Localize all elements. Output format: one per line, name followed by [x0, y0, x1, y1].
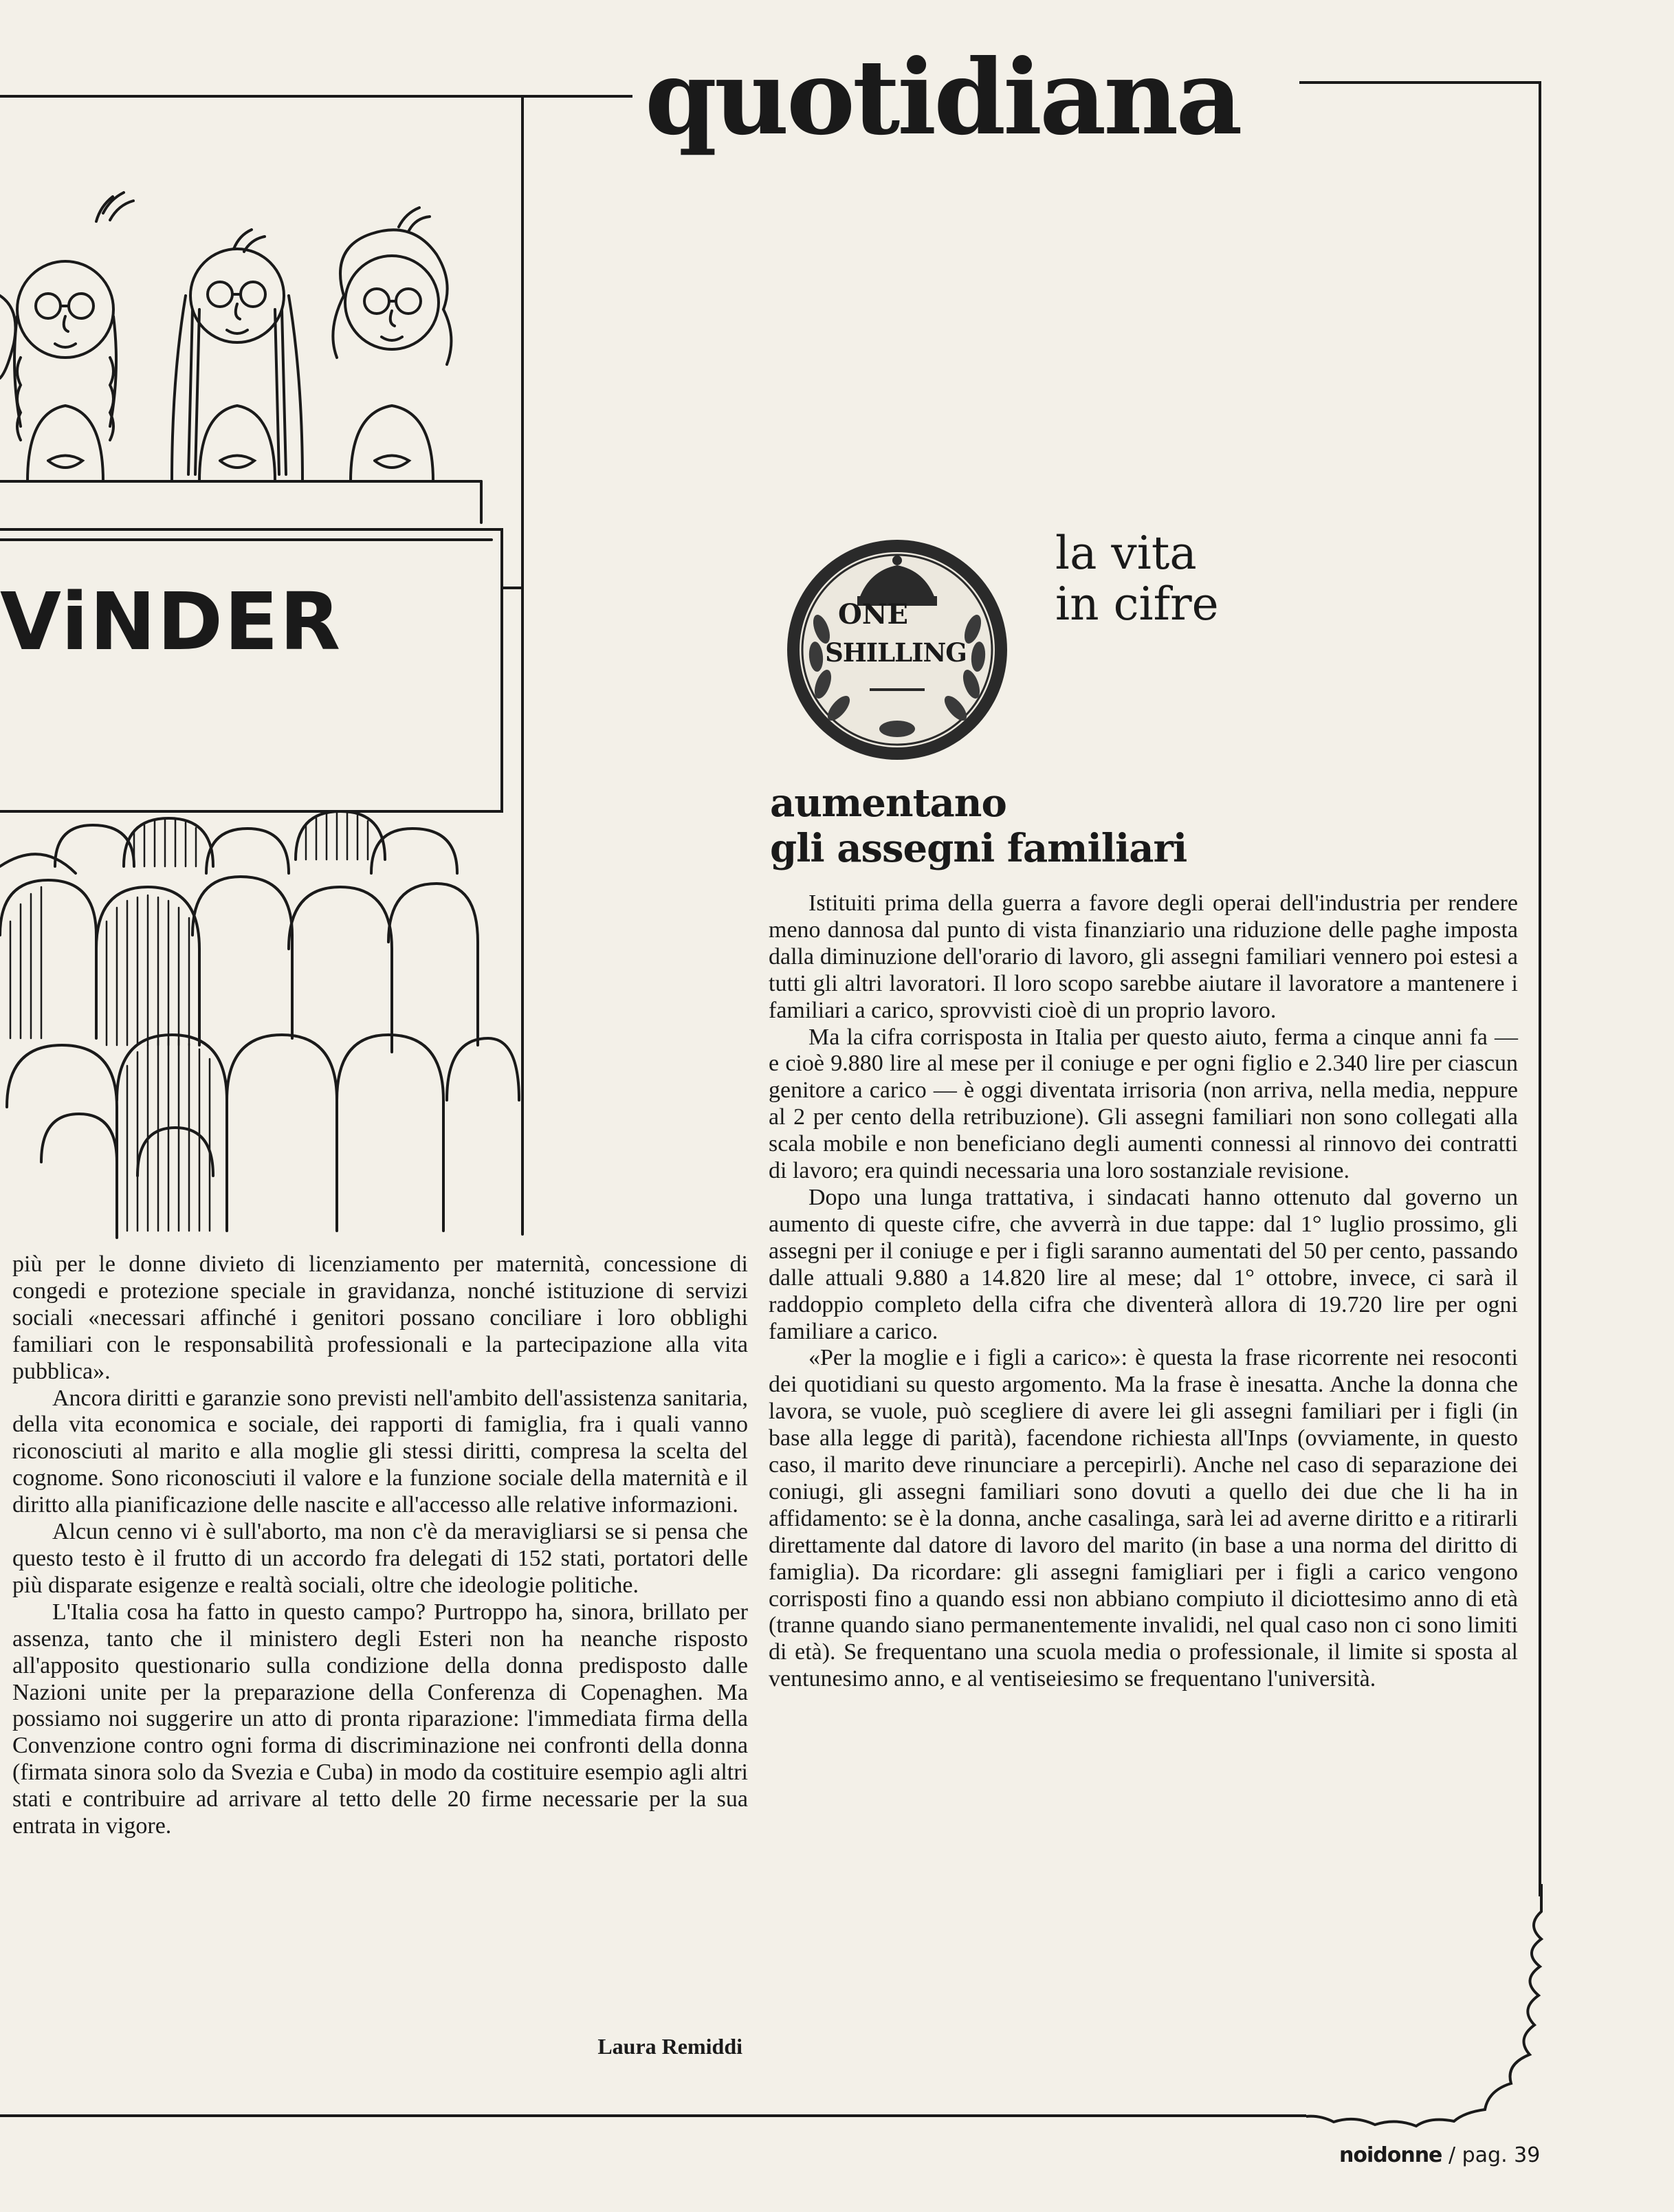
coin-text-one: ONE: [838, 598, 908, 631]
left-article-column: [12, 1251, 748, 1840]
section-rubric: [1055, 528, 1330, 630]
right-paragraph: «Per la moglie e i figli a carico»: è questa la frase ricorrente nei resoconti dei quotidiani su questo argomento. Ma la frase è inesatta. Anche la donna che lavora, se vuole, può scegliere di avere lei gli assegni familiari per i figli (in base alla legge di parità), facendone richiesta all'Inps (ovviamente, in questo caso, il marito deve rinunciare a percepirli). Anche nel caso di separazione dei coniugi, gli assegni familiari sono dovuti a quello dei due che li ha in affidamento: se è la donna, anche casalinga, sarà lei ad averne diritto e a ritirarli direttamente dal datore di lavoro del marito (in base a una norma del diritto di famiglia). Da ricordare: gli assegni famigliari per i figli a carico vengono corrisposti fino a quando essi non abbiano compiuto il diciottesimo anno di età (tranne quando siano permanentemente invalidi, nel qual caso non ci sono limiti di età). Se frequentano una scuola media o professionale, il limite si sposta al ventunesimo anno, e al ventiseiesimo se frequentano l'università.: [769, 1345, 1518, 1692]
right-border: [1539, 81, 1541, 1896]
author-byline: Laura Remiddi: [597, 2034, 742, 2059]
cartoon-illustration: [0, 89, 536, 1251]
rubric-line-1: la vita: [1055, 527, 1197, 580]
banner-word: ViNDER: [0, 576, 342, 668]
rubric-line-2: in cifre: [1055, 578, 1219, 631]
woman-figure-2: [172, 230, 302, 481]
article-headline: [770, 780, 1457, 871]
magazine-name: noidonne: [1339, 2143, 1442, 2167]
headline-line-2: gli assegni familiari: [770, 826, 1187, 871]
audience-crowd: [0, 811, 519, 1238]
page-number: pag. 39: [1462, 2143, 1541, 2167]
headline-line-1: aumentano: [770, 780, 1006, 826]
left-paragraph: L'Italia cosa ha fatto in questo campo? Purtroppo ha, sinora, brillato per assenza, tanto che il ministero degli Esteri non ha neanche risposto all'apposito questionario sulla condizione della donna predisposto dalle Nazioni unite per la preparazione della Conferenza di Copenaghen. Ma possiamo noi suggerire un atto di pronta riparazione: l'immediata firma della Convenzione contro ogni forma di discriminazione nei confronti della donna (firmata sinora solo da Svezia e Cuba) in modo da costituire esempio agli altri stati e contribuire ad arrivare al tetto delle 20 firme necessarie per la sua entrata in vigore.: [12, 1599, 748, 1839]
left-paragraph: Alcun cenno vi è sull'aborto, ma non c'è da meravigliarsi se si pensa che questo testo è il frutto di un accordo fra delegati di 152 stati, portatori delle più disparate esigenze e realtà sociali, oltre che ideologie politiche.: [12, 1519, 748, 1598]
left-paragraph: Ancora diritti e garanzie sono previsti nell'ambito dell'assistenza sanitaria, della vita economica e sociale, dei rapporti di famiglia, fra i quali vanno riconosciuti al marito e alla moglie gli stessi diritti, compresa la scelta del cognome. Sono riconosciuti il valore e la funzione sociale della maternità e il diritto alla pianificazione delle nascite e all'accesso alle relative informazioni.: [12, 1385, 748, 1518]
woman-figure-3: [333, 208, 451, 481]
footer-separator: /: [1448, 2143, 1456, 2167]
hair-hatching: [10, 813, 368, 1231]
right-paragraph: Istituiti prima della guerra a favore degli operai dell'industria per rendere meno dannosa dal punto di vista finanziario una riduzione delle paghe imposta dalla diminuzione dell'orario di lavoro, gli assegni familiari vennero poi estesi a tutti gli altri lavoratori. Il loro scopo sarebbe aiutare il lavoratore a mantenere i familiari a carico, sprovvisti cioè di un proprio lavoro.: [769, 890, 1518, 1023]
woman-figure-1: [14, 193, 133, 481]
right-paragraph: Ma la cifra corrisposta in Italia per questo aiuto, ferma a cinque anni fa — e cioè 9.880 lire al mese per il coniuge e per ogni figlio e 2.340 lire per ciascun genitore a carico — è oggi diventata irrisoria (non arriva, nella media, neppure al 2 per cento della retribuzione). Gli assegni familiari non sono collegati alla scala mobile e non beneficiano degli aumenti connessi al rinnovo dei contratti di lavoro; era quindi necessaria una loro sostanziale revisione.: [769, 1024, 1518, 1184]
bottom-right-scalloped-border: [1292, 1884, 1554, 2132]
page-footer: [1339, 2144, 1540, 2167]
left-paragraph: più per le donne divieto di licenziamento per maternità, concessione di congedi e protezione speciale in gravidanza, nonché istituzione di servizi sociali «necessari affinché i genitori possano conciliare i loro obblighi familiari con le responsabilità professionali e la partecipazione alla vita pubblica».: [12, 1251, 748, 1384]
top-rule-right: [1299, 81, 1540, 84]
right-article-column: [769, 890, 1518, 1693]
coin-text-shilling: SHILLING: [825, 637, 967, 668]
bottom-rule: [0, 2114, 1306, 2117]
right-paragraph: Dopo una lunga trattativa, i sindacati hanno ottenuto dal governo un aumento di queste cifre, che avverrà in due tappe: dal 1° luglio prossimo, gli assegni per il coniuge e per i figli saranno aumentati del 50 per cento, passando dalle attuali 9.880 a 14.820 lire al mese; dal 1° ottobre, invece, ci sarà il raddoppio completo della cifra che diventerà allora di 19.720 lire per ogni familiare a carico.: [769, 1184, 1518, 1344]
masthead-title: quotidiana: [632, 43, 1253, 153]
